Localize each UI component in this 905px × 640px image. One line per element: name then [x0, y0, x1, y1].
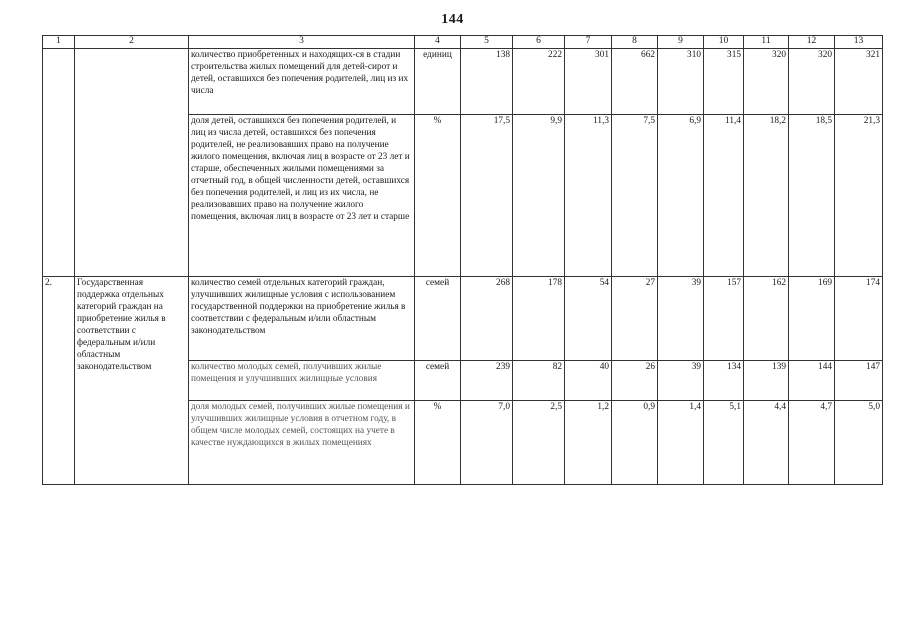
value-cell: 174	[835, 277, 883, 361]
column-header: 13	[835, 36, 883, 49]
value-cell: 162	[744, 277, 789, 361]
column-header: 1	[43, 36, 75, 49]
table-row	[43, 49, 883, 115]
value-cell: 4,7	[789, 401, 835, 485]
value-cell: 169	[789, 277, 835, 361]
column-header: 2	[75, 36, 189, 49]
value-cell: 40	[565, 361, 612, 401]
value-cell: 6,9	[658, 115, 704, 277]
value-cell: 26	[612, 361, 658, 401]
value-cell: 39	[658, 277, 704, 361]
value-cell: 268	[461, 277, 513, 361]
table-row	[43, 277, 883, 361]
unit-cell: семей	[415, 277, 461, 361]
value-cell: 315	[704, 49, 744, 115]
column-header: 3	[189, 36, 415, 49]
value-cell: 139	[744, 361, 789, 401]
value-cell: 7,5	[612, 115, 658, 277]
column-header: 11	[744, 36, 789, 49]
value-cell: 4,4	[744, 401, 789, 485]
header-row	[43, 36, 883, 49]
value-cell: 134	[704, 361, 744, 401]
value-cell: 178	[513, 277, 565, 361]
value-cell: 27	[612, 277, 658, 361]
value-cell: 2,5	[513, 401, 565, 485]
value-cell: 147	[835, 361, 883, 401]
section-cell	[75, 49, 189, 277]
value-cell: 301	[565, 49, 612, 115]
value-cell: 5,0	[835, 401, 883, 485]
indicator-description: доля молодых семей, получивших жилые помещения и улучшивших жилищные условия в отчетном году, в общем числе молодых семей, состоящих на учете в качестве нуждающихся в жилых помещениях	[189, 401, 415, 485]
value-cell: 320	[789, 49, 835, 115]
value-cell: 7,0	[461, 401, 513, 485]
indicator-description: количество молодых семей, получивших жилые помещения и улучшивших жилищные условия	[189, 361, 415, 401]
column-header: 6	[513, 36, 565, 49]
column-header: 5	[461, 36, 513, 49]
value-cell: 310	[658, 49, 704, 115]
indicator-description: количество приобретенных и находящих-ся в стадии строительства жилых помещений для детей-сирот и детей, оставшихся без попечения родителей, лиц из их числа	[189, 49, 415, 115]
value-cell: 0,9	[612, 401, 658, 485]
value-cell: 662	[612, 49, 658, 115]
value-cell: 5,1	[704, 401, 744, 485]
unit-cell: семей	[415, 361, 461, 401]
value-cell: 21,3	[835, 115, 883, 277]
value-cell: 321	[835, 49, 883, 115]
column-header: 9	[658, 36, 704, 49]
value-cell: 39	[658, 361, 704, 401]
value-cell: 239	[461, 361, 513, 401]
column-header: 4	[415, 36, 461, 49]
value-cell: 144	[789, 361, 835, 401]
column-header: 10	[704, 36, 744, 49]
value-cell: 9,9	[513, 115, 565, 277]
value-cell: 138	[461, 49, 513, 115]
value-cell: 11,3	[565, 115, 612, 277]
value-cell: 18,5	[789, 115, 835, 277]
value-cell: 54	[565, 277, 612, 361]
value-cell: 18,2	[744, 115, 789, 277]
value-cell: 222	[513, 49, 565, 115]
value-cell: 1,4	[658, 401, 704, 485]
unit-cell: %	[415, 115, 461, 277]
page-number: 144	[441, 12, 464, 27]
value-cell: 82	[513, 361, 565, 401]
indicator-description: доля детей, оставшихся без попечения родителей, и лиц из числа детей, оставшихся без попечения родителей, не реализовавших право на получение жилого помещения, включая лиц в возрасте от 23 лет и старше, обеспеченных жилыми помещениями за отчетный год, в общей численности детей, оставшихся без попечения родителей, и лиц из их числа, не реализовавших право на получение жилого помещения, включая лиц в возрасте от 23 лет и старше	[189, 115, 415, 277]
value-cell: 11,4	[704, 115, 744, 277]
column-header: 12	[789, 36, 835, 49]
column-header: 7	[565, 36, 612, 49]
column-header: 8	[612, 36, 658, 49]
row-number-cell: 2.	[43, 277, 75, 485]
unit-cell: единиц	[415, 49, 461, 115]
unit-cell: %	[415, 401, 461, 485]
value-cell: 157	[704, 277, 744, 361]
value-cell: 1,2	[565, 401, 612, 485]
value-cell: 320	[744, 49, 789, 115]
indicator-table	[42, 35, 883, 485]
row-number-cell	[43, 49, 75, 277]
indicator-description: количество семей отдельных категорий граждан, улучшивших жилищные условия с использованием государственной поддержки на приобретение жилья в соответствии с федеральным и/или областным законодательством	[189, 277, 415, 361]
value-cell: 17,5	[461, 115, 513, 277]
section-cell: Государственная поддержка отдельных категорий граждан на приобретение жилья в соответствии с федеральным и/или областным законодательством	[75, 277, 189, 485]
